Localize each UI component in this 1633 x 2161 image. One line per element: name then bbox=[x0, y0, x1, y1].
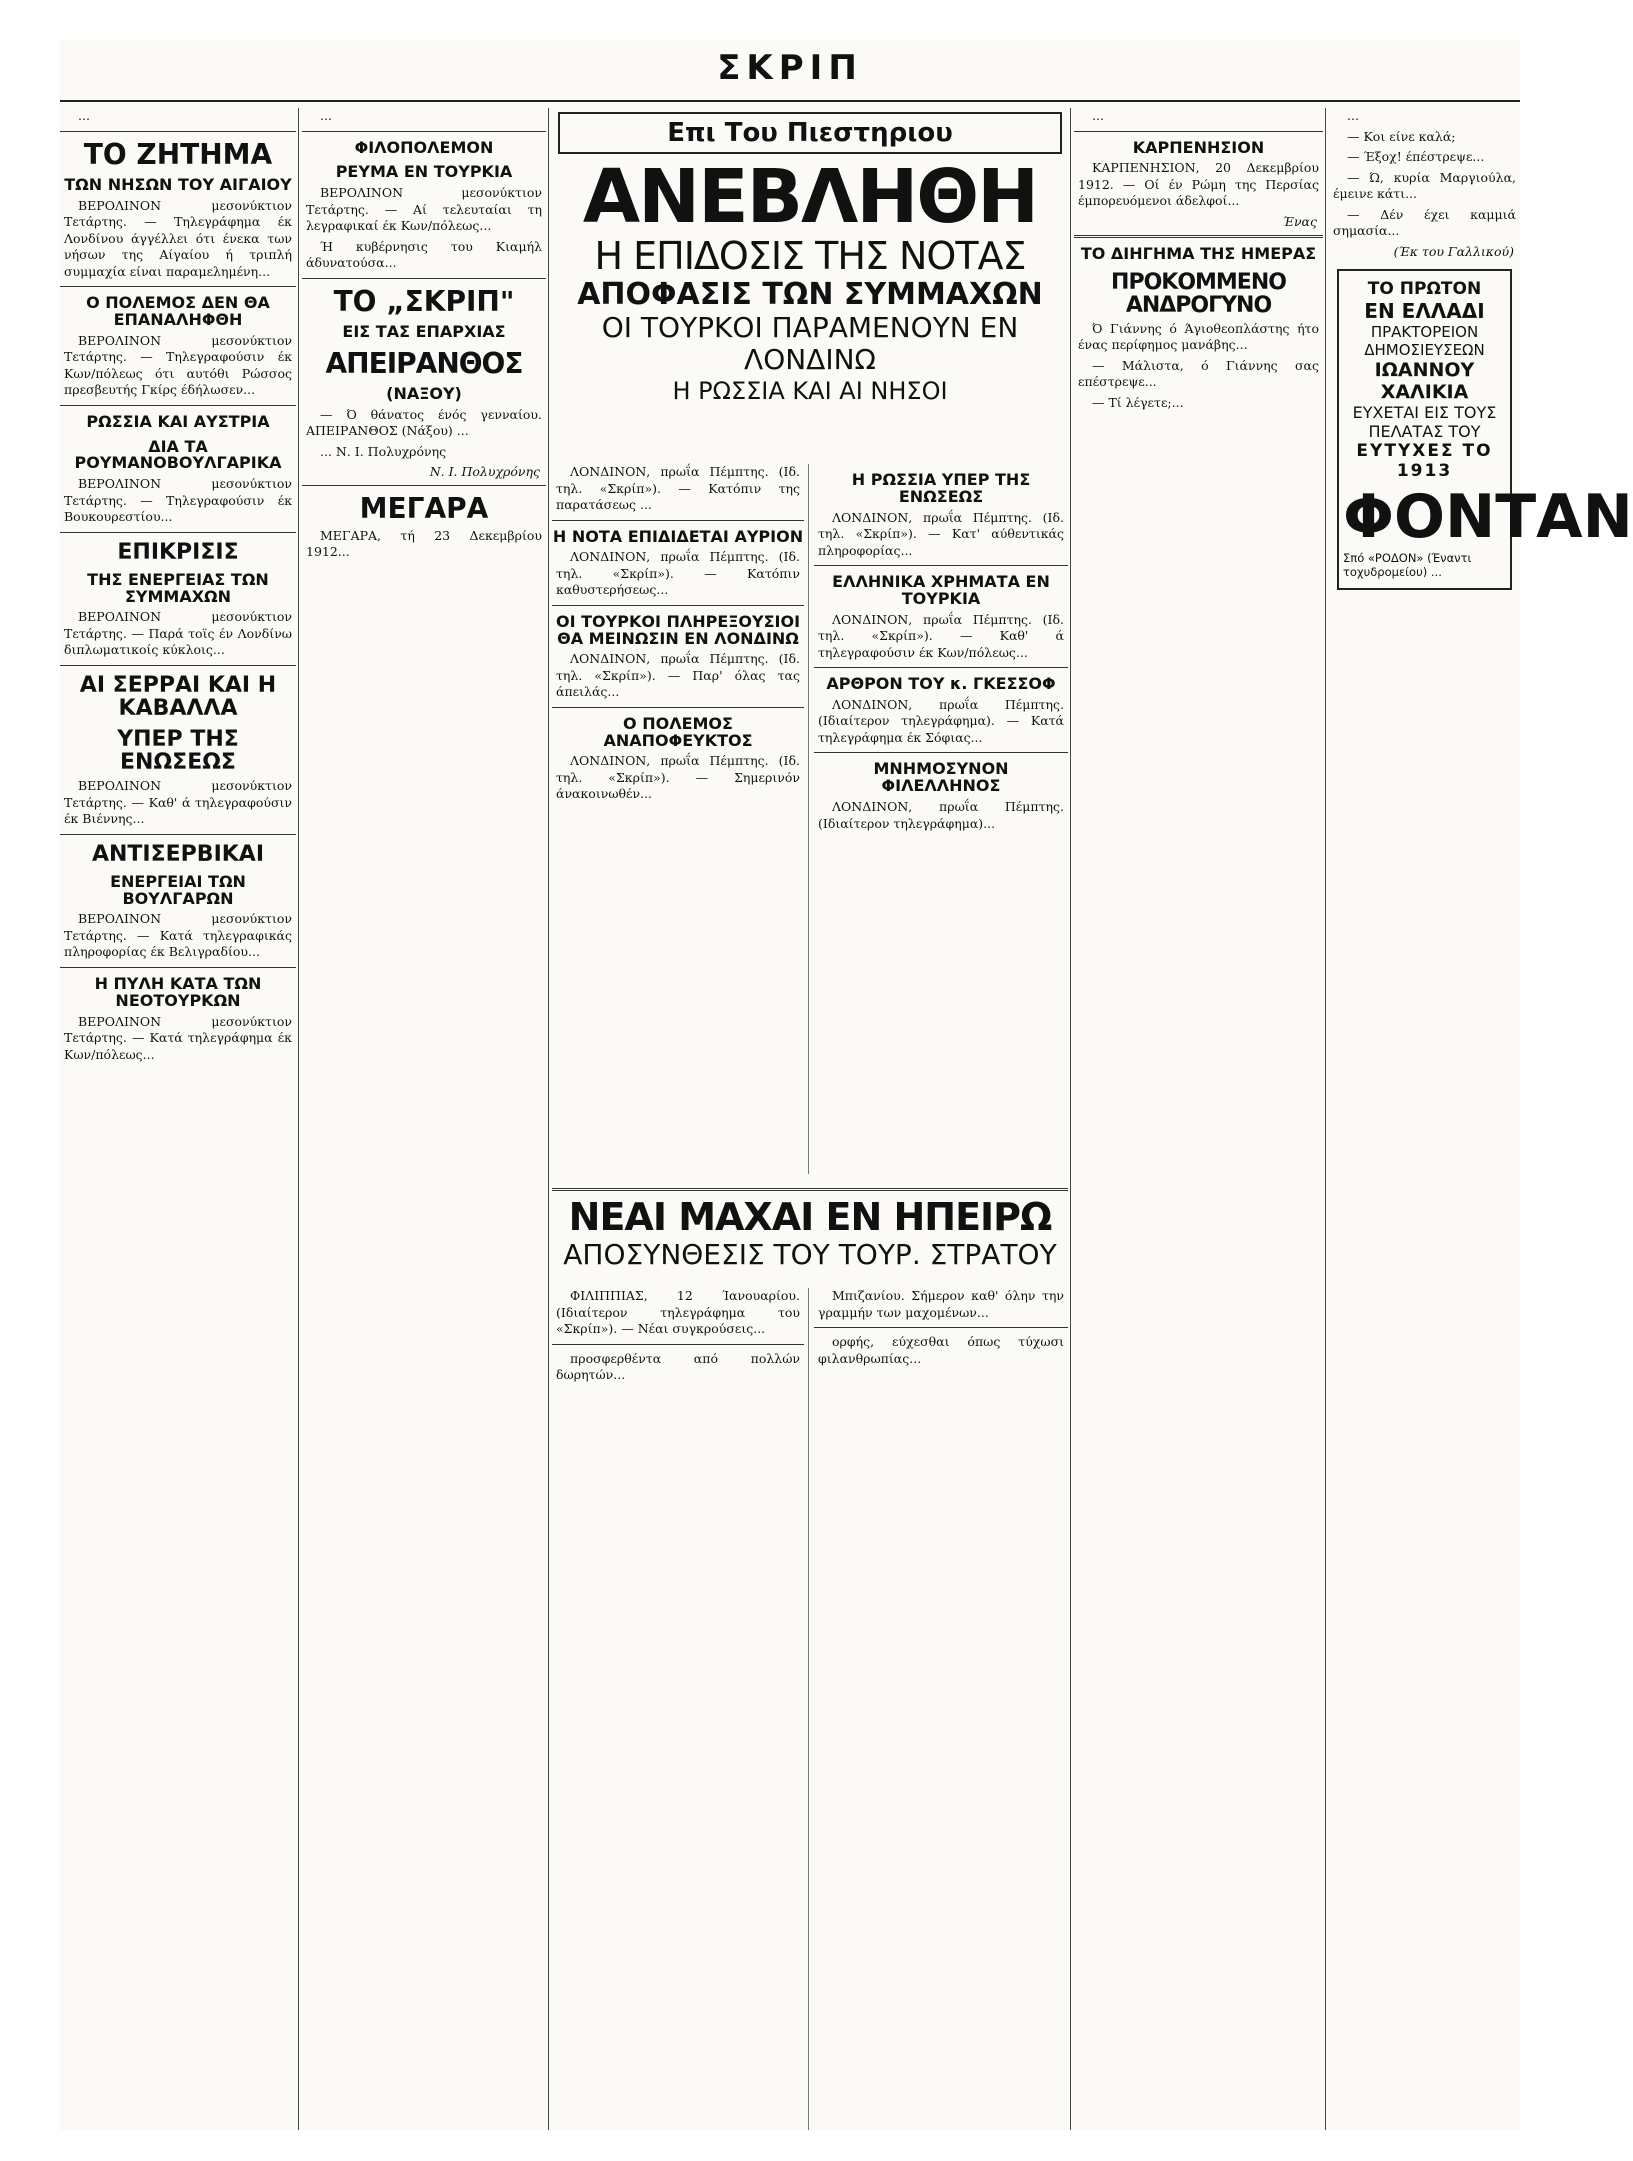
column-rule bbox=[1325, 108, 1326, 2130]
headline: ΚΑΡΠΕΝΗΣΙΟΝ bbox=[1132, 137, 1265, 157]
article-text: — Κοι είνε καλά; bbox=[1347, 128, 1456, 144]
article-text: ΛΟΝΔΙΝΟΝ, πρωΐα Πέμπτης. (Ιδ. τηλ. «Σκρίπ»). — Κατόπιν καθυστερήσεως... bbox=[556, 549, 800, 598]
article-text: Ό Γιάννης ό Άγιοθεοπλάστης ήτο ένας περίφημος μανάβης... bbox=[1078, 320, 1319, 353]
main-subheadline: Η ΡΩΣΣΙΑ ΚΑΙ ΑΙ ΝΗΣΟΙ bbox=[672, 376, 948, 405]
headline: ΤΟ ΖΗΤΗΜΑ bbox=[83, 137, 273, 171]
section-title: ΤΟ ΔΙΗΓΗΜΑ ΤΗΣ ΗΜΕΡΑΣ bbox=[1080, 243, 1317, 263]
ad-line: ΤΟ ΠΡΩΤΟΝ bbox=[1367, 278, 1482, 299]
signature: (Έκ του Γαλλικού) bbox=[1393, 243, 1514, 259]
column-rule bbox=[808, 1288, 809, 2130]
ad-line: ΕΝ ΕΛΛΑΔΙ bbox=[1364, 298, 1485, 323]
article-text: ΜΕΓΑΡΑ, τή 23 Δεκεμβρίου 1912... bbox=[306, 527, 542, 560]
article-text: Μπιζανίου. Σήμερον καθ' όλην την γραμμήν των μαχομένων... bbox=[818, 1288, 1064, 1320]
article-text: — Μάλιστα, ό Γιάννης σας επέστρεψε... bbox=[1078, 357, 1319, 390]
story-title: ΠΡΟΚΟΜΜΕΝΟ ΑΝΔΡΟΓΥΝΟ bbox=[1111, 269, 1286, 318]
epirus-header bbox=[552, 1182, 1068, 1271]
subheadline: ΕΙΣ ΤΑΣ ΕΠΑΡΧΙΑΣ bbox=[342, 321, 506, 341]
article-text: ... bbox=[78, 108, 90, 123]
article-text: ΛΟΝΔΙΝΟΝ, πρωΐα Πέμπτης. (Ιδιαίτερον τηλεγράφημα)... bbox=[818, 799, 1064, 831]
headline: ΜΝΗΜΟΣΥΝΟΝ ΦΙΛΕΛΛΗΝΟΣ bbox=[873, 759, 1009, 796]
headline: ΡΩΣΣΙΑ ΚΑΙ ΑΥΣΤΡΙΑ bbox=[86, 411, 270, 431]
top-rule bbox=[60, 100, 1520, 102]
ad-line: ΕΥΧΕΤΑΙ ΕΙΣ ΤΟΥΣ ΠΕΛΑΤΑΣ ΤΟΥ bbox=[1352, 402, 1497, 441]
headline: Ο ΠΟΛΕΜΟΣ ΑΝΑΠΟΦΕΥΚΤΟΣ bbox=[603, 713, 753, 750]
center-column-a bbox=[552, 464, 804, 1174]
article-text: ... bbox=[1092, 108, 1104, 123]
main-subheadline: ΑΠΟΦΑΣΙΣ ΤΩΝ ΣΥΜΜΑΧΩΝ bbox=[577, 276, 1043, 312]
article-text: ΛΟΝΔΙΝΟΝ, πρωΐα Πέμπτης. (Ιδ. τηλ. «Σκρίπ»). — Παρ' όλας τας άπειλάς... bbox=[556, 651, 800, 700]
subheadline: ΤΩΝ ΝΗΣΩΝ ΤΟΥ ΑΙΓΑΙΟΥ bbox=[64, 174, 292, 194]
article-text: ΦΙΛΙΠΠΙΑΣ, 12 Ίανουαρίου. (Ιδιαίτερον τηλεγράφημα του «Σκρίπ»). — Νέαι συγκρούσεις... bbox=[556, 1288, 800, 1336]
article-text: ορφής, εύχεσθαι όπως τύχωσι φιλανθρωπίας... bbox=[818, 1334, 1064, 1366]
masthead: ΣΚΡΙΠ bbox=[717, 48, 863, 88]
article-text: ΒΕΡΟΛΙΝΟΝ μεσονύκτιον Τετάρτης. — Καθ' ά τηλεγραφούσιν έκ Βιέννης... bbox=[64, 778, 292, 827]
article-text: ΛΟΝΔΙΝΟΝ, πρωΐα Πέμπτης. (Ιδ. τηλ. «Σκρίπ»). — Καθ' ά τηλεγραφούσιν έκ Κων/πόλεως... bbox=[818, 611, 1064, 660]
headline: Η ΝΟΤΑ ΕΠΙΔΙΔΕΤΑΙ ΑΥΡΙΟΝ bbox=[552, 526, 804, 546]
headline: Ο ΠΟΛΕΜΟΣ ΔΕΝ ΘΑ ΕΠΑΝΑΛΗΦΘΗ bbox=[86, 293, 270, 329]
headline: ΟΙ ΤΟΥΡΚΟΙ ΠΛΗΡΕΞΟΥΣΙΟΙ ΘΑ ΜΕΙΝΩΣΙΝ ΕΝ ΛΟΝΔΙΝΩ bbox=[555, 611, 801, 648]
article-text: ΒΕΡΟΛΙΝΟΝ μεσονύκτιον Τετάρτης. — Κατά τηλεγράφημα έκ Κων/πόλεως... bbox=[64, 1013, 292, 1062]
article-text: ΛΟΝΔΙΝΟΝ, πρωΐα Πέμπτης. (Ιδιαίτερον τηλεγράφημα). — Κατά τηλεγράφημα έκ Σόφιας... bbox=[818, 696, 1064, 745]
subheadline: ΤΗΣ ΕΝΕΡΓΕΙΑΣ ΤΩΝ ΣΥΜΜΑΧΩΝ bbox=[87, 569, 269, 606]
signature: Ν. Ι. Πολυχρόνης bbox=[429, 464, 540, 480]
ad-line: ΠΡΑΚΤΟΡΕΙΟΝ ΔΗΜΟΣΙΕΥΣΕΩΝ bbox=[1364, 322, 1485, 359]
article-text: ... bbox=[320, 108, 332, 123]
subheadline: (ΝΑΞΟΥ) bbox=[386, 384, 462, 404]
ad-line: ΙΩΑΝΝΟΥ ΧΑΛΙΚΙΑ bbox=[1374, 358, 1475, 403]
column-rule bbox=[548, 108, 549, 2130]
article-text: — Δέν έχει καμμιά σημασία... bbox=[1333, 206, 1516, 238]
column-1 bbox=[60, 108, 296, 2130]
column-5 bbox=[1329, 108, 1633, 2130]
main-headline: ΝΕΑΙ ΜΑΧΑΙ ΕΝ ΗΠΕΙΡΩ bbox=[568, 1195, 1052, 1239]
article-text: — Τί λέγετε;... bbox=[1092, 394, 1184, 410]
ad-line: ΕΥΤΥΧΕΣ ΤΟ 1913 bbox=[1356, 440, 1493, 481]
main-headline: ΑΝΕΒΛΗΘΗ bbox=[582, 154, 1038, 240]
article-text: ΒΕΡΟΛΙΝΟΝ μεσονύκτιον Τετάρτης. — Παρά τοϊς έν Λονδίνω διπλωματικοίς κύκλοις... bbox=[64, 609, 292, 658]
subheadline: ΡΕΥΜΑ ΕΝ ΤΟΥΡΚΙΑ bbox=[335, 162, 513, 182]
ad-title: ΦΟΝΤΑΝ bbox=[1343, 481, 1633, 552]
column-4 bbox=[1074, 108, 1323, 2130]
section-box-title: Επι Του Πιεστηριου bbox=[558, 112, 1062, 154]
article-text: ΒΕΡΟΛΙΝΟΝ μεσονύκτιον Τετάρτης. — Τηλεγράφημα έκ Λονδίνου άγγέλλει ότι ένεκα των νήσων της Αίγαίου ή τριπλή συμμαχία είναι παραμελημένη... bbox=[64, 197, 292, 279]
headline: Η ΡΩΣΣΙΑ ΥΠΕΡ ΤΗΣ ΕΝΩΣΕΩΣ bbox=[851, 470, 1031, 506]
article-text: προσφερθέντα από πολλών δωρητών... bbox=[556, 1350, 800, 1382]
column-2 bbox=[302, 108, 546, 2130]
article-text: ΛΟΝΔΙΝΟΝ, πρωΐα Πέμπτης. (Ιδ. τηλ. «Σκρίπ»). — Σημερινόν άνακοινωθέν... bbox=[556, 753, 800, 802]
headline: ΦΙΛΟΠΟΛΕΜΟΝ bbox=[354, 137, 494, 157]
headline: ΕΛΛΗΝΙΚΑ ΧΡΗΜΑΤΑ ΕΝ ΤΟΥΡΚΙΑ bbox=[832, 572, 1050, 608]
subheadline: ΔΙΑ ΤΑ ΡΟΥΜΑΝΟΒΟΥΛΓΑΡΙΚΑ bbox=[74, 436, 282, 473]
article-text: ... Ν. Ι. Πολυχρόνης bbox=[320, 443, 447, 459]
headline: ΑΡΘΡΟΝ ΤΟΥ κ. ΓΚΕΣΣΟΦ bbox=[826, 674, 1056, 694]
center-column-d bbox=[814, 1288, 1068, 2130]
headline: ΤΟ „ΣΚΡΙΠ" bbox=[333, 284, 515, 318]
main-subheadline: ΟΙ ΤΟΥΡΚΟΙ ΠΑΡΑΜΕΝΟΥΝ ΕΝ ΛΟΝΔΙΝΩ bbox=[601, 311, 1019, 377]
main-subheadline: ΑΠΟΣΥΝΘΕΣΙΣ ΤΟΥ ΤΟΥΡ. ΣΤΡΑΤΟΥ bbox=[563, 1237, 1057, 1271]
signature: Ένας bbox=[1282, 213, 1317, 229]
ad-text: Σπό «ΡΟΔΟΝ» (Έναντι τοχυδρομείου) ... bbox=[1343, 550, 1472, 580]
headline: ΕΠΙΚΡΙΣΙΣ bbox=[117, 539, 239, 565]
center-column-b bbox=[814, 464, 1068, 1174]
advertisement bbox=[1337, 269, 1633, 591]
center-column-c bbox=[552, 1288, 804, 2130]
column-rule bbox=[298, 108, 299, 2130]
center-section bbox=[552, 108, 1068, 2130]
article-text: ΒΕΡΟΛΙΝΟΝ μεσονύκτιον Τετάρτης. — Κατά τηλεγραφικάς πληροφορίας έκ Βελιγραδίου... bbox=[64, 911, 292, 960]
column-rule bbox=[808, 464, 809, 1174]
article-text: ΛΟΝΔΙΝΟΝ, πρωΐα Πέμπτης. (Ιδ. τηλ. «Σκρίπ»). — Κατόπιν της παρατάσεως ... bbox=[556, 464, 800, 512]
headline: Η ΠΥΛΗ ΚΑΤΑ ΤΩΝ ΝΕΟΤΟΥΡΚΩΝ bbox=[94, 973, 262, 1010]
headline: ΑΠΕΙΡΑΝΘΟΣ bbox=[325, 346, 523, 380]
headline: ΜΕΓΑΡΑ bbox=[359, 492, 489, 526]
article-text: — Έξοχ! έπέστρεψε... bbox=[1347, 149, 1485, 164]
subheadline: ΕΝΕΡΓΕΙΑΙ ΤΩΝ ΒΟΥΛΓΑΡΩΝ bbox=[110, 871, 246, 908]
article-text: ... bbox=[1347, 108, 1359, 123]
headline: ΑΝΤΙΣΕΡΒΙΚΑΙ bbox=[91, 841, 265, 867]
article-text: ΒΕΡΟΛΙΝΟΝ μεσονύκτιον Τετάρτης. — Τηλεγραφούσιν έκ Βουκουρεστίου... bbox=[64, 476, 292, 525]
newspaper-page bbox=[60, 40, 1633, 2130]
article-text: — Ώ, κυρία Μαργιούλα, έμεινε κάτι... bbox=[1333, 169, 1516, 201]
article-text: Ή κυβέρνησις του Κιαμήλ άδυνατούσα... bbox=[306, 238, 542, 271]
article-text: ΒΕΡΟΛΙΝΟΝ μεσονύκτιον Τετάρτης. — Αί τελευταίαι τη λεγραφικαί έκ Κων/πόλεως... bbox=[306, 185, 542, 234]
article-text: ΚΑΡΠΕΝΗΣΙΟΝ, 20 Δεκεμβρίου 1912. — Οί έν Ρώμη της Περσίας έμπορευόμενοι άδελφοί... bbox=[1078, 160, 1319, 209]
article-text: ΒΕΡΟΛΙΝΟΝ μεσονύκτιον Τετάρτης. — Τηλεγραφούσιν έκ Κων/πόλεως ότι αυτόθι Ρώσσος πρεσβευτής Γκίρς έδήλωσεν... bbox=[64, 332, 292, 398]
subheadline: ΥΠΕΡ ΤΗΣ ΕΝΩΣΕΩΣ bbox=[117, 727, 239, 776]
main-subheadline: Η ΕΠΙΔΟΣΙΣ ΤΗΣ ΝΟΤΑΣ bbox=[594, 234, 1026, 278]
article-text: — Ό θάνατος ένός γενναίου. ΑΠΕΙΡΑΝΘΟΣ (Νάξου) ... bbox=[306, 406, 542, 439]
article-text: ΛΟΝΔΙΝΟΝ, πρωΐα Πέμπτης. (Ιδ. τηλ. «Σκρίπ»). — Κατ' αύθεντικάς πληροφορίας... bbox=[818, 509, 1064, 558]
headline: ΑΙ ΣΕΡΡΑΙ ΚΑΙ Η ΚΑΒΑΛΛΑ bbox=[79, 672, 277, 721]
column-rule bbox=[1070, 108, 1071, 2130]
